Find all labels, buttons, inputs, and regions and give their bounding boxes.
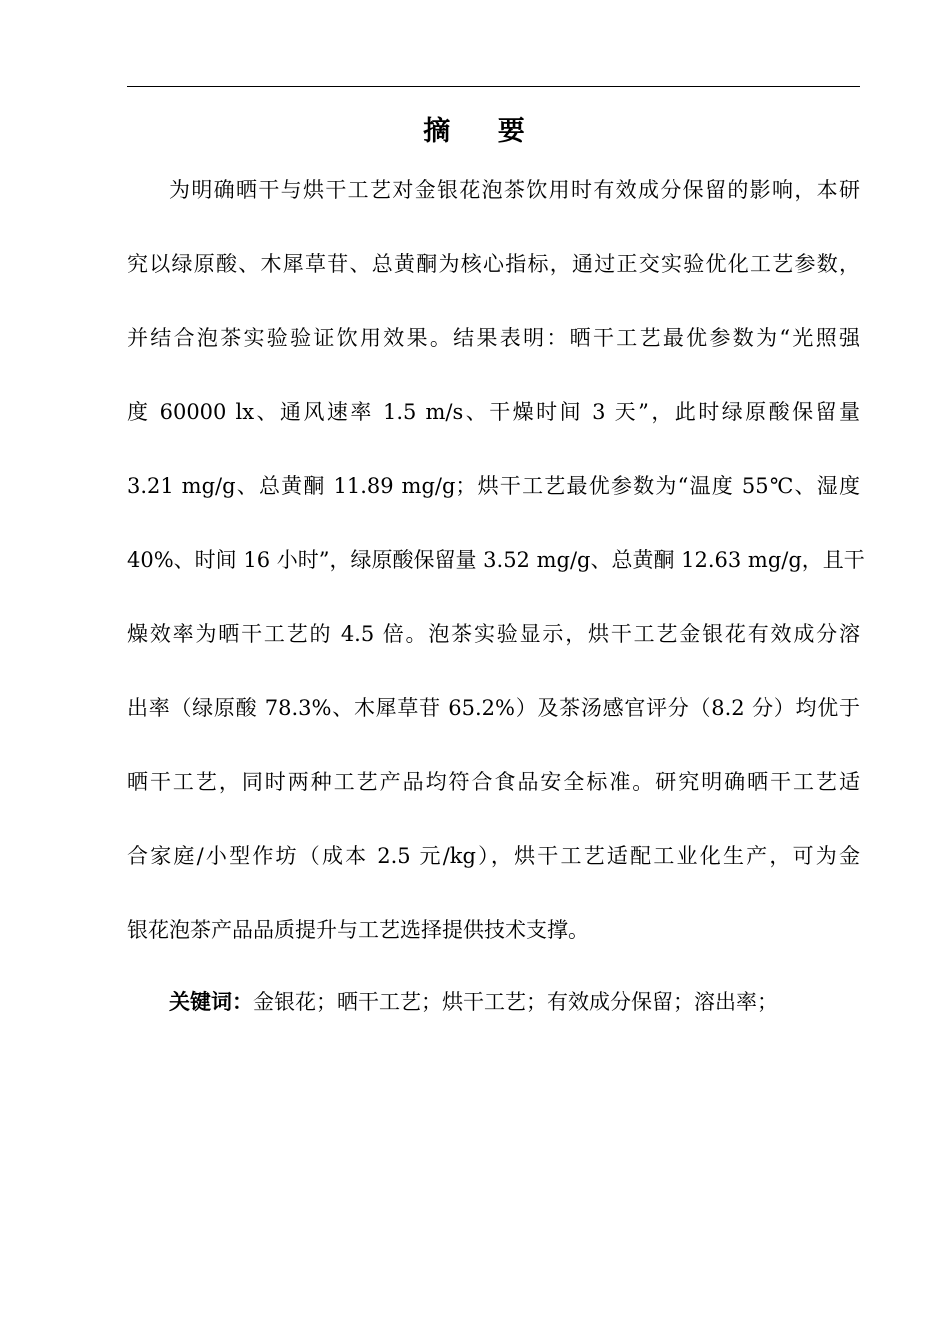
abstract-line: 并结合泡茶实验验证饮用效果。结果表明：晒干工艺最优参数为“光照强 — [127, 326, 860, 350]
abstract-line: 银花泡茶产品品质提升与工艺选择提供技术支撑。 — [127, 918, 589, 942]
abstract-line: 合家庭/小型作坊（成本 2.5 元/kg），烘干工艺适配工业化生产，可为金 — [127, 844, 860, 868]
keywords-text: 金银花；晒干工艺；烘干工艺；有效成分保留；溶出率； — [253, 990, 778, 1014]
keywords-label: 关键词： — [169, 990, 253, 1014]
keywords-line — [169, 984, 778, 1020]
abstract-line: 晒干工艺，同时两种工艺产品均符合食品安全标准。研究明确晒干工艺适 — [127, 770, 860, 794]
abstract-line: 究以绿原酸、木犀草苷、总黄酮为核心指标，通过正交实验优化工艺参数， — [127, 252, 860, 276]
abstract-line: 40%、时间 16 小时”，绿原酸保留量 3.52 mg/g、总黄酮 12.63 mg/g，且干 — [127, 548, 865, 572]
abstract-line: 出率（绿原酸 78.3%、木犀草苷 65.2%）及茶汤感官评分（8.2 分）均优于 — [127, 696, 860, 720]
abstract-line: 度 60000 lx、通风速率 1.5 m/s、干燥时间 3 天”，此时绿原酸保留量 — [127, 400, 860, 424]
abstract-line: 3.21 mg/g、总黄酮 11.89 mg/g；烘干工艺最优参数为“温度 55℃、湿度 — [127, 474, 860, 498]
abstract-line: 燥效率为晒干工艺的 4.5 倍。泡茶实验显示，烘干工艺金银花有效成分溶 — [127, 622, 860, 646]
header-rule — [127, 86, 860, 87]
abstract-line: 为明确晒干与烘干工艺对金银花泡茶饮用时有效成分保留的影响，本研 — [169, 178, 860, 202]
abstract-title: 摘 要 — [423, 116, 527, 147]
